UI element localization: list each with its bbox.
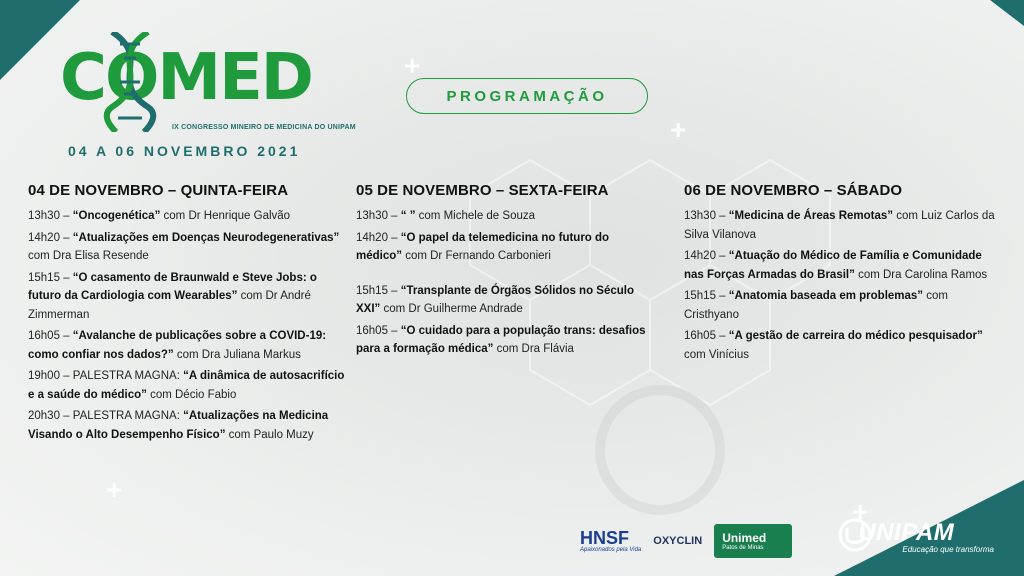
schedule-item: 15h15 – “Transplante de Órgãos Sólidos no Século XXI” com Dr Guilherme Andrade [356, 284, 635, 315]
plus-icon: + [852, 496, 869, 527]
schedule-item: 13h30 – “Medicina de Áreas Remotas” com Luiz Carlos da Silva Vilanova [684, 210, 995, 241]
schedule-item: 15h15 – “O casamento de Braunwald e Steve Jobs: o futuro da Cardiologia com Wearables” com Dr André Zimmerman [28, 271, 317, 321]
unipam-tagline: Educação que transforma [902, 545, 994, 554]
day-title: 05 DE NOVEMBRO – SEXTA-FEIRA [356, 182, 609, 199]
day-column-2 [356, 182, 656, 362]
schedule-item: 15h15 – “Anatomia baseada em problemas” com Cristhyano [684, 290, 948, 321]
schedule-item: 16h05 – “O cuidado para a população trans: desafios para a formação médica” com Dra Flávia [356, 324, 646, 355]
hnsf-logo: HNSF Apaixonados pela Vida [580, 528, 642, 553]
programacao-label: PROGRAMAÇÃO [406, 78, 648, 114]
corner-accent-top-right [990, 0, 1024, 26]
logo-wordmark: COMED [60, 41, 312, 115]
unipam-logo [858, 519, 994, 554]
schedule-item: 14h20 – “Atuação do Médico de Família e Comunidade nas Forças Armadas do Brasil” com Dra Carolina Ramos [684, 250, 988, 281]
day-column-1 [28, 182, 346, 447]
unimed-logo: Unimed Patos de Minas [714, 524, 792, 558]
schedule-item: 14h20 – “Atualizações em Doenças Neurodegenerativas” com Dra Elisa Resende [28, 231, 340, 262]
schedule-item: 16h05 – “Avalanche de publicações sobre a COVID-19: como confiar nos dados?” com Dra Juliana Markus [28, 330, 327, 361]
schedule-item: 13h30 – “ ” com Michele de Souza [356, 210, 536, 222]
schedule-item: 14h20 – “O papel da telemedicina no futuro do médico” com Dr Fernando Carbonieri [356, 231, 610, 262]
dna-helix-icon [102, 32, 158, 132]
plus-icon: + [106, 474, 123, 505]
plus-icon: + [404, 50, 421, 81]
event-dates: 04 A 06 NOVEMBRO 2021 [68, 143, 301, 159]
schedule-item: 16h05 – “A gestão de carreira do médico pesquisador” com Vinícius [684, 330, 983, 361]
schedule-item: 19h00 – PALESTRA MAGNA: “A dinâmica de autosacrifício e a saúde do médico” com Décio Fabio [28, 370, 345, 401]
unipam-name: UNIPAM [858, 519, 955, 546]
oxyclin-logo: OXYCLIN [653, 535, 703, 547]
plus-icon: + [670, 114, 687, 145]
schedule-item: 20h30 – PALESTRA MAGNA: “Atualizações na Medicina Visando o Alto Desempenho Físico” com Paulo Muzy [28, 410, 329, 441]
event-subtitle: IX CONGRESSO MINEIRO DE MEDICINA DO UNIPAM [172, 124, 356, 131]
day-title: 04 DE NOVEMBRO – QUINTA-FEIRA [28, 182, 289, 199]
sponsor-logos [580, 518, 792, 564]
comed-logo [60, 38, 360, 158]
schedule-item: 13h30 – “Oncogenética” com Dr Henrique Galvão [28, 210, 291, 222]
day-title: 06 DE NOVEMBRO – SÁBADO [684, 182, 903, 199]
day-column-3 [684, 182, 1002, 367]
